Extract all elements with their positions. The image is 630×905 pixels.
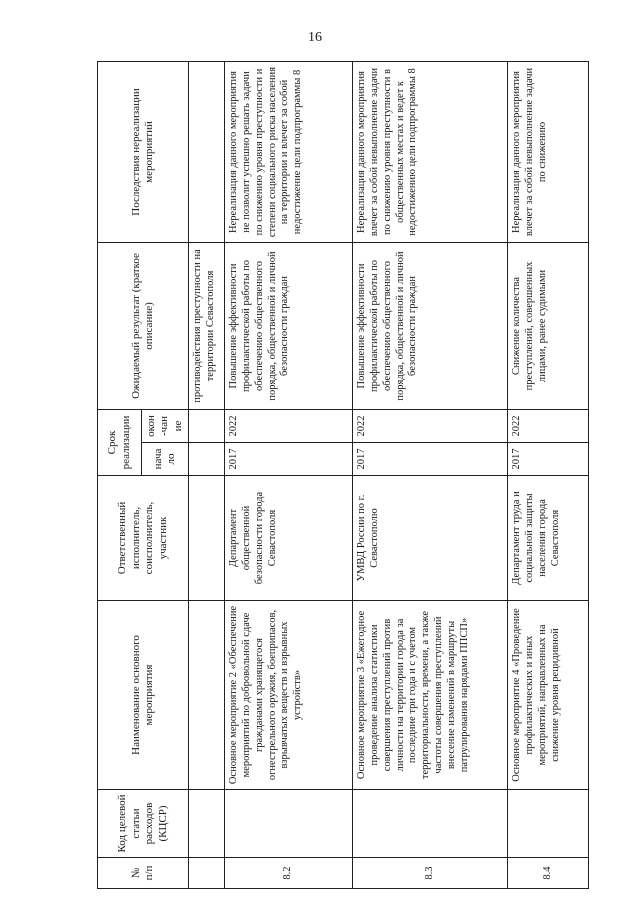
- measures-table: [97, 61, 589, 889]
- cell-name: Основное мероприятие 4 «Проведение профилактических и иных мероприятий, направленных на снижение уровня рецидивной: [508, 601, 589, 790]
- header-consequences: Последствия нереализации мероприятий: [98, 61, 189, 242]
- cell-number: 8.4: [508, 858, 589, 889]
- cell-result: Повышение эффективности профилактической работы по обеспечению общественного порядка, общественной и личной безопасности граждан: [225, 242, 353, 409]
- cell-code: [508, 790, 589, 858]
- table-row: [353, 61, 508, 888]
- cell-start: 2017: [225, 443, 353, 476]
- cell-responsible: Департамент труда и социальной защиты населения города Севастополя: [508, 476, 589, 601]
- cell-responsible: УМВД России по г. Севастополю: [353, 476, 508, 601]
- cell-code: [225, 790, 353, 858]
- cell-end: 2022: [353, 409, 508, 442]
- table-row-continuation: [189, 61, 225, 888]
- cell-empty: [189, 443, 225, 476]
- cell-empty: [189, 409, 225, 442]
- header-result: Ожидаемый результат (краткое описание): [98, 242, 189, 409]
- page-number: 16: [308, 30, 322, 45]
- table-row: [508, 61, 589, 888]
- header-responsible: Ответственный исполнитель, соисполнитель, участник: [98, 476, 189, 601]
- cell-result: противодействия преступности на территории Севастополя: [189, 242, 225, 409]
- cell-empty: [189, 61, 225, 242]
- table-row: [225, 61, 353, 888]
- cell-number: 8.2: [225, 858, 353, 889]
- cell-consequences: Нереализация данного мероприятия влечет за собой невыполнение задачи по снижению уровня преступности в общественных местах и ведет к недостижению цели подпрограммы 8: [353, 61, 508, 242]
- cell-name: Основное мероприятие 3 «Ежегодное проведение анализа статистики совершения преступлений против личности на территории города за последние три года и с учетом территориальности, времени, а также частоты совершения преступлений внесение изменений в маршруты патрулирования нарядами ППСП»: [353, 601, 508, 790]
- cell-start: 2017: [353, 443, 508, 476]
- cell-empty: [189, 476, 225, 601]
- cell-consequences: Нереализация данного мероприятия влечет за собой невыполнение задачи по снижению: [508, 61, 589, 242]
- header-start: начало: [142, 443, 189, 476]
- cell-number: 8.3: [353, 858, 508, 889]
- cell-consequences: Нереализация данного мероприятия не позволит успешно решать задачи по снижению уровня преступности и степени социального риска населения на территории и влечет за собой недостижение цели подпрограммы 8: [225, 61, 353, 242]
- header-number: № п/п: [98, 858, 189, 889]
- cell-empty: [189, 790, 225, 858]
- header-term: Срок реализации: [98, 409, 142, 475]
- cell-result: Повышение эффективности профилактической работы по обеспечению общественного порядка, общественной и личной безопасности граждан: [353, 242, 508, 409]
- cell-name: Основное мероприятие 2 «Обеспечение мероприятий по добровольной сдаче гражданами хранящегося огнестрельного оружия, боеприпасов, взрывчатых веществ и взрывных устройств»: [225, 601, 353, 790]
- rotated-table-wrapper: [97, 62, 587, 889]
- header-code: Код целевой статьи расходов (КЦСР): [98, 790, 189, 858]
- cell-code: [353, 790, 508, 858]
- header-name: Наименование основного мероприятия: [98, 601, 189, 790]
- cell-end: 2022: [225, 409, 353, 442]
- cell-empty: [189, 858, 225, 889]
- cell-empty: [189, 601, 225, 790]
- cell-responsible: Департамент общественной безопасности города Севастополя: [225, 476, 353, 601]
- header-end: окон-чание: [142, 409, 189, 442]
- cell-result: Снижение количества преступлений, совершенных лицами, ранее судимыми: [508, 242, 589, 409]
- cell-start: 2017: [508, 443, 589, 476]
- cell-end: 2022: [508, 409, 589, 442]
